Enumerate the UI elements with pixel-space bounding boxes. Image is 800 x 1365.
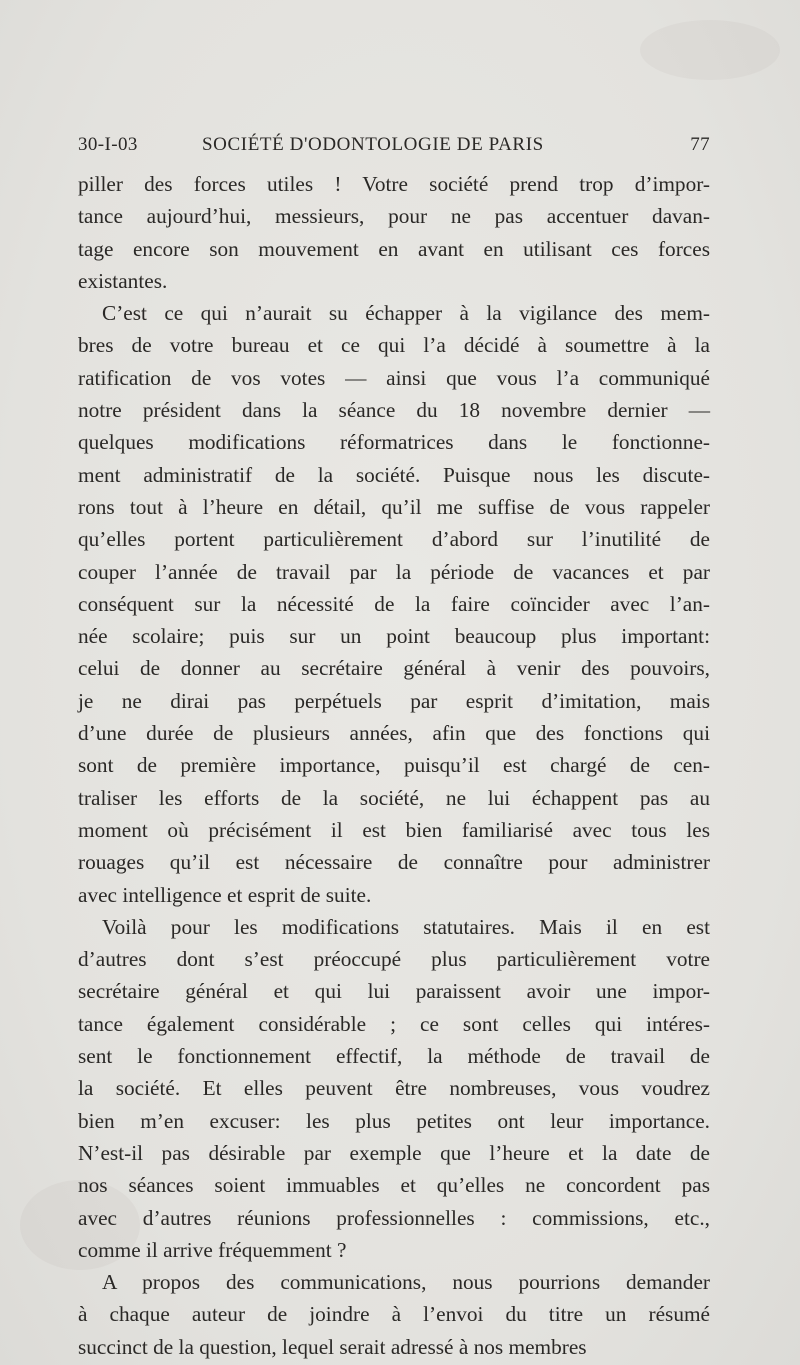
text-line: tage encore son mouvement en avant en utilisant ces forces <box>78 236 710 261</box>
header-journal-title: SOCIÉTÉ D'ODONTOLOGIE DE PARIS <box>202 134 544 155</box>
paper-stain <box>640 20 780 80</box>
text-line: ment administratif de la société. Puisque nous les discute- <box>78 462 710 487</box>
page-number: 77 <box>690 134 710 155</box>
text-line: A propos des communications, nous pourrions demander <box>102 1270 710 1295</box>
text-line: d’une durée de plusieurs années, afin que des fonctions qui <box>78 721 710 746</box>
text-line: moment où précisément il est bien familiarisé avec tous les <box>78 817 710 842</box>
text-line: existantes. <box>78 268 168 293</box>
text-line: notre président dans la séance du 18 novembre dernier — <box>78 398 710 423</box>
text-line: bres de votre bureau et ce qui l’a décidé à soumettre à la <box>78 333 710 358</box>
text-line: rouages qu’il est nécessaire de connaître pour administrer <box>78 850 710 875</box>
text-line: d’autres dont s’est préoccupé plus particulièrement votre <box>78 947 710 972</box>
text-line: celui de donner au secrétaire général à venir des pouvoirs, <box>78 656 710 681</box>
text-line: avec intelligence et esprit de suite. <box>78 882 372 907</box>
text-line: à chaque auteur de joindre à l’envoi du titre un résumé <box>78 1302 710 1327</box>
text-line: nos séances soient immuables et qu’elles ne concordent pas <box>78 1173 710 1198</box>
text-line: la société. Et elles peuvent être nombreuses, vous voudrez <box>78 1076 710 1101</box>
text-line: comme il arrive fréquemment ? <box>78 1237 347 1262</box>
text-line: quelques modifications réformatrices dans le fonctionne- <box>78 430 710 455</box>
text-line: Voilà pour les modifications statutaires. Mais il en est <box>102 914 710 939</box>
running-header <box>78 134 710 164</box>
text-line: née scolaire; puis sur un point beaucoup plus important: <box>78 624 710 649</box>
text-line: rons tout à l’heure en détail, qu’il me suffise de vous rappeler <box>78 494 710 519</box>
text-line: avec d’autres réunions professionnelles : commissions, etc., <box>78 1205 710 1230</box>
text-line: secrétaire général et qui lui paraissent avoir une impor- <box>78 979 710 1004</box>
text-line: piller des forces utiles ! Votre société prend trop d’impor- <box>78 172 710 196</box>
text-line: sent le fonctionnement effectif, la méthode de travail de <box>78 1044 710 1069</box>
text-line: tance aujourd’hui, messieurs, pour ne pas accentuer davan- <box>78 204 710 229</box>
text-line: ratification de vos votes — ainsi que vous l’a communiqué <box>78 365 710 390</box>
text-line: je ne dirai pas perpétuels par esprit d’imitation, mais <box>78 688 710 713</box>
header-date: 30-I-03 <box>78 134 138 155</box>
text-line: succinct de la question, lequel serait adressé à nos membres <box>78 1334 587 1359</box>
text-line: conséquent sur la nécessité de la faire coïncider avec l’an- <box>78 591 710 616</box>
text-line: C’est ce qui n’aurait su échapper à la vigilance des mem- <box>102 301 710 326</box>
body-text <box>78 168 710 1363</box>
text-line: qu’elles portent particulièrement d’abord sur l’inutilité de <box>78 527 710 552</box>
text-line: N’est-il pas désirable par exemple que l’heure et la date de <box>78 1140 710 1165</box>
text-line: tance également considérable ; ce sont celles qui intéres- <box>78 1011 710 1036</box>
text-line: couper l’année de travail par la période de vacances et par <box>78 559 710 584</box>
text-line: sont de première importance, puisqu’il est chargé de cen- <box>78 753 710 778</box>
text-line: bien m’en excuser: les plus petites ont leur importance. <box>78 1108 710 1133</box>
text-line: traliser les efforts de la société, ne lui échappent pas au <box>78 785 710 810</box>
